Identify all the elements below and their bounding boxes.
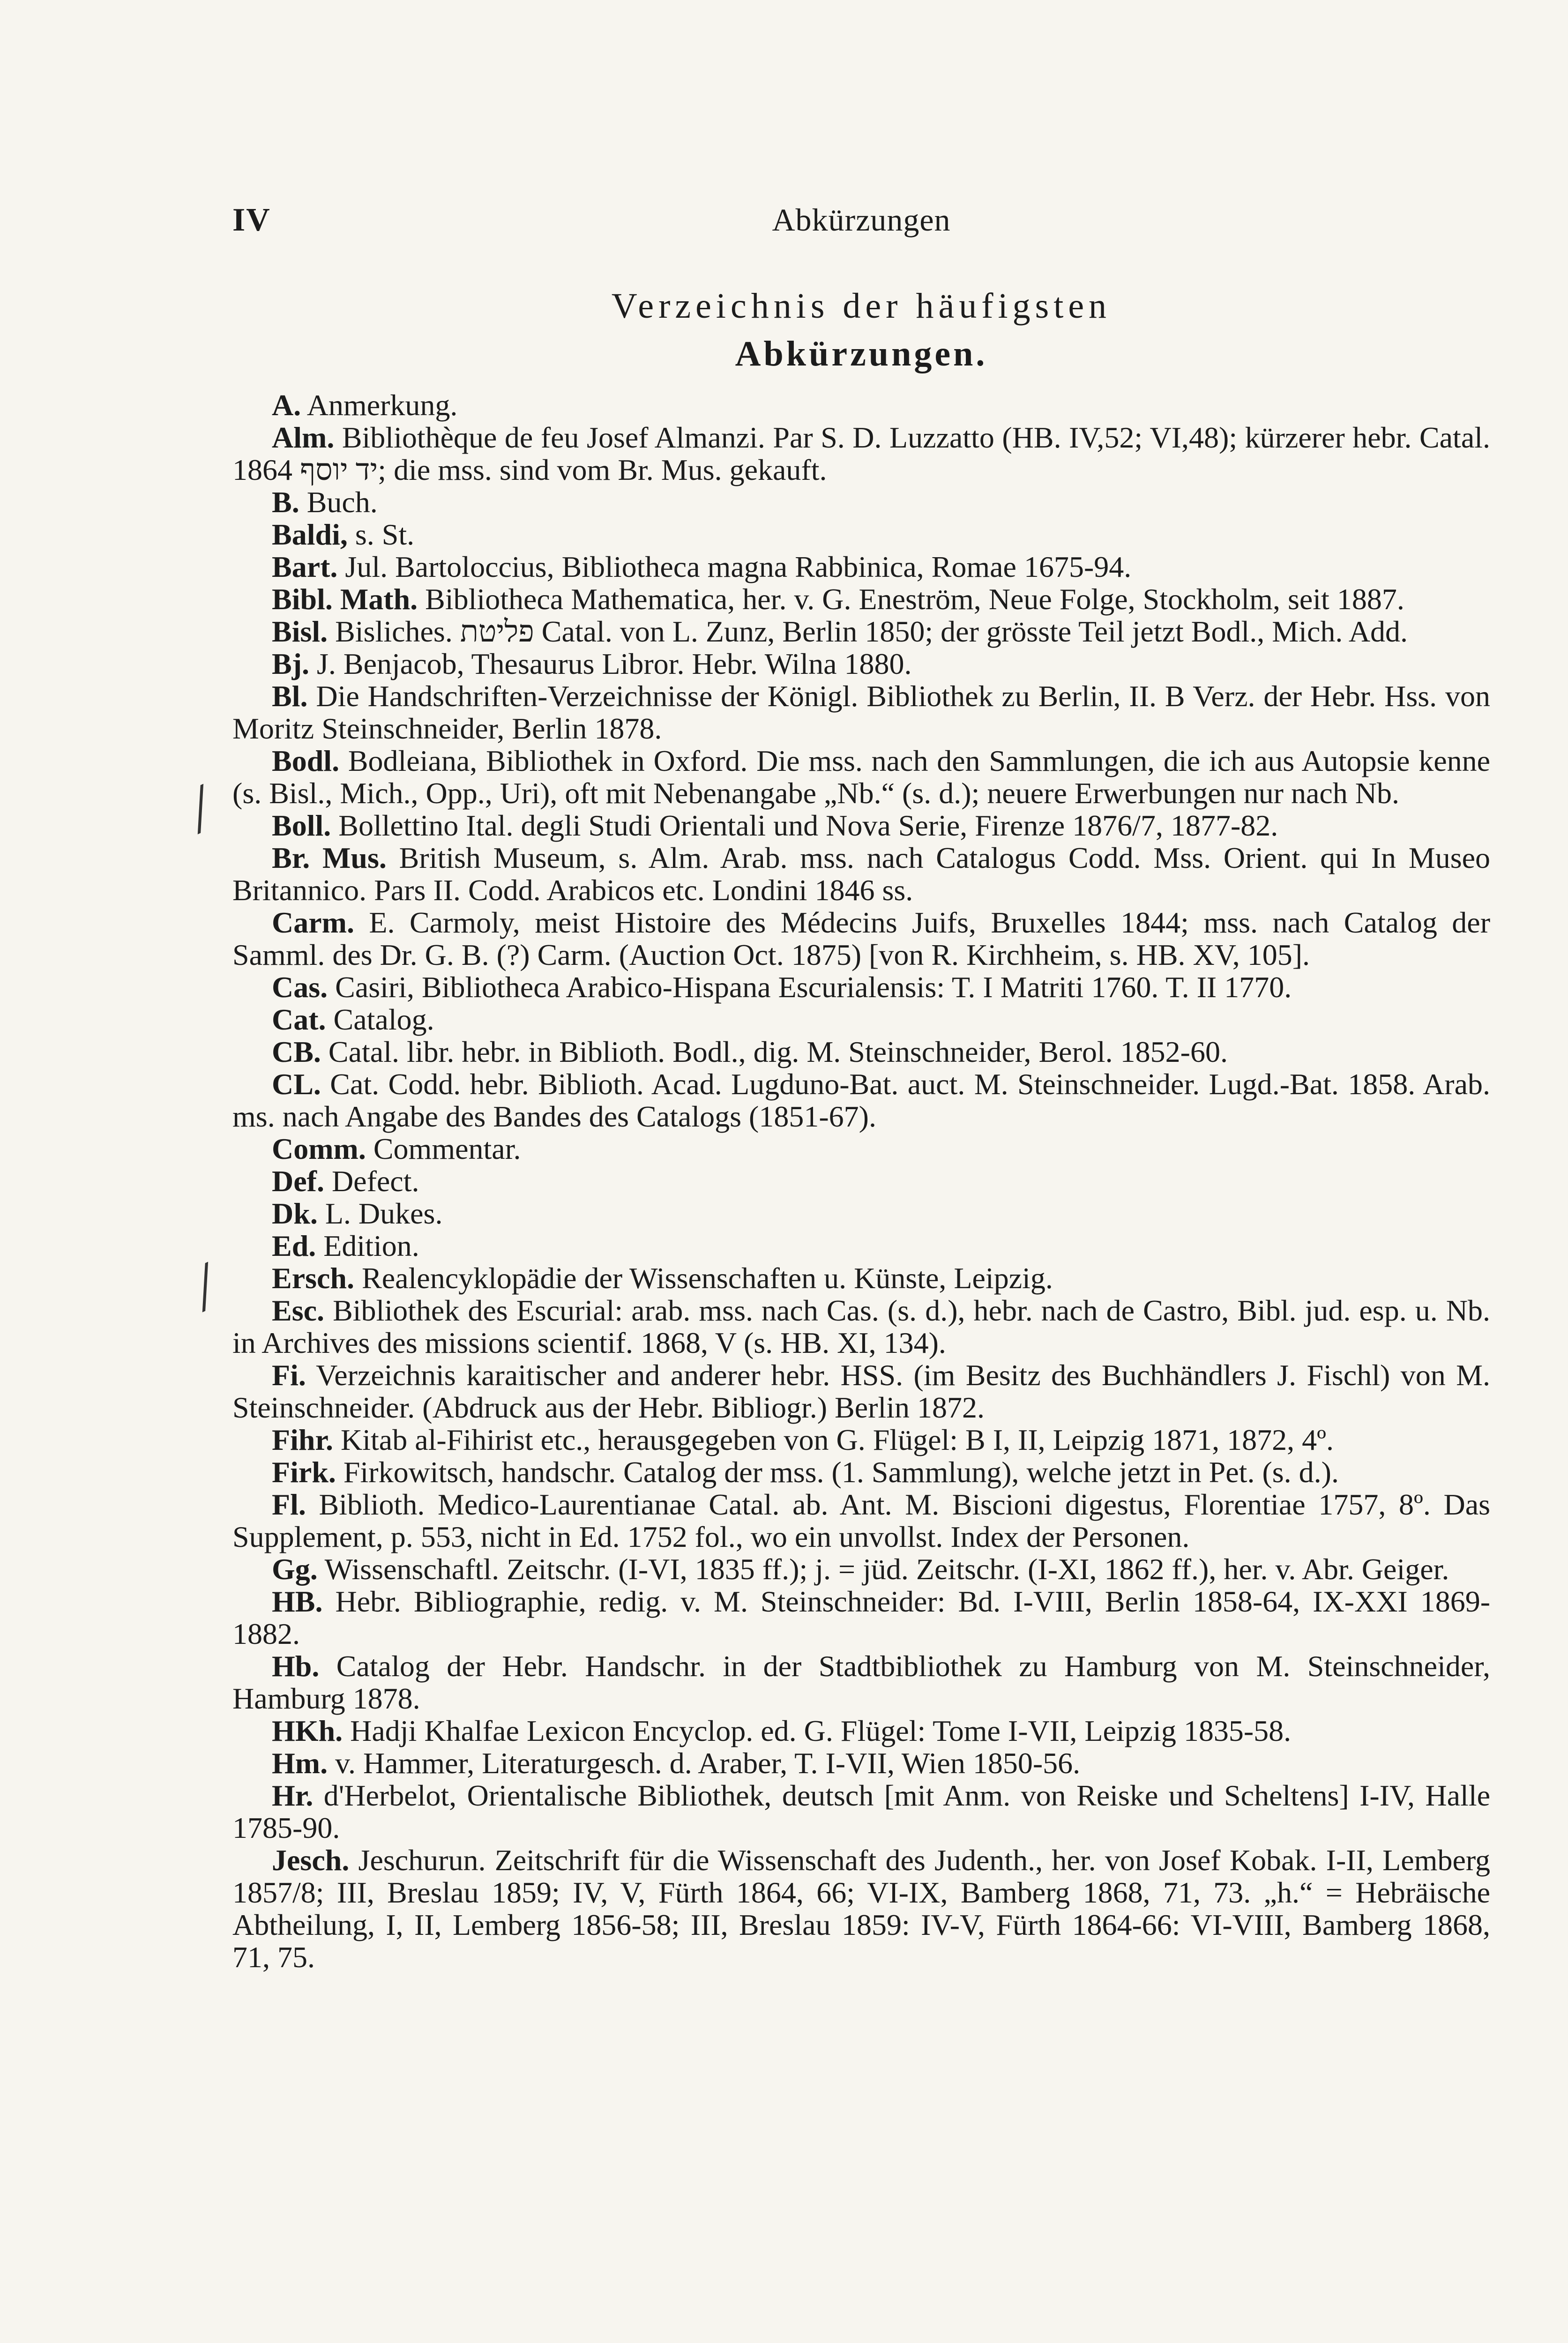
entry-abbr: Cas. (272, 970, 328, 1004)
entry-abbr: HB. (272, 1585, 323, 1618)
entry-text: s. St. (355, 518, 415, 551)
list-item (232, 1165, 1490, 1197)
entry-abbr: CL. (272, 1067, 321, 1101)
entry-abbr: Hb. (272, 1649, 320, 1683)
list-item (232, 486, 1490, 518)
entry-abbr: Bl. (272, 679, 308, 713)
list-item (232, 906, 1490, 971)
entry-abbr: HKh. (272, 1714, 343, 1747)
entry-abbr: Gg. (272, 1552, 318, 1586)
entry-abbr: Fihr. (272, 1423, 333, 1456)
list-item (232, 809, 1490, 842)
entry-abbr: Alm. (272, 421, 335, 454)
entry-abbr: Ed. (272, 1229, 316, 1262)
entry-text: Defect. (331, 1164, 419, 1198)
entry-abbr: Fl. (272, 1488, 306, 1521)
entry-abbr: Ersch. (272, 1261, 354, 1295)
list-item (232, 1262, 1490, 1294)
entry-abbr: Def. (272, 1164, 324, 1198)
list-item (232, 1068, 1490, 1133)
section-title-bold: Abkürzungen. (735, 334, 988, 373)
list-item (232, 421, 1490, 486)
entry-text: Hadji Khalfae Lexicon Encyclop. ed. G. Flügel: Tome I-VII, Leipzig 1835-58. (350, 1714, 1292, 1747)
entry-text: Cat. Codd. hebr. Biblioth. Acad. Lugduno-Bat. auct. M. Steinschneider. Lugd.-Bat. 1858. Arab. ms. nach Angabe des Bandes des Catalogs (1851-67). (232, 1067, 1490, 1133)
entry-text: Edition. (323, 1229, 419, 1262)
entry-abbr: Jesch. (272, 1843, 350, 1877)
entry-text: Casiri, Bibliotheca Arabico-Hispana Escurialensis: T. I Matriti 1760. T. II 1770. (335, 970, 1292, 1004)
list-item (232, 1133, 1490, 1165)
entry-abbr: Bisl. (272, 615, 328, 648)
list-item (232, 842, 1490, 906)
entry-text: Catalog. (333, 1003, 434, 1036)
entry-text: Commentar. (373, 1132, 521, 1165)
entry-abbr: Fi. (272, 1358, 306, 1392)
entry-text: Firkowitsch, handschr. Catalog der mss. (1. Sammlung), welche jetzt in Pet. (s. d.). (343, 1455, 1339, 1489)
entry-abbr: Br. Mus. (272, 841, 387, 874)
entry-abbr: Bart. (272, 550, 338, 583)
entry-abbr: Boll. (272, 809, 331, 842)
list-item (232, 518, 1490, 551)
list-item (232, 1488, 1490, 1553)
entry-text: Verzeichnis karaitischer and anderer hebr. HSS. (im Besitz des Buchhändlers J. Fischl) von M. Steinschneider. (Abdruck aus der Hebr. Bibliogr.) Berlin 1872. (232, 1358, 1491, 1424)
list-item (232, 1585, 1490, 1650)
list-item (232, 551, 1490, 583)
entry-text: Realencyklopädie der Wissenschaften u. Künste, Leipzig. (362, 1261, 1053, 1295)
entry-abbr: A. (272, 388, 301, 422)
list-item (232, 1844, 1490, 1973)
abbreviation-list (232, 389, 1490, 1973)
list-item (232, 583, 1490, 615)
entry-abbr: Firk. (272, 1455, 336, 1489)
list-item (232, 1553, 1490, 1585)
entry-text: Anmerkung. (306, 388, 458, 422)
entry-text: Bodleiana, Bibliothek in Oxford. Die mss. nach den Sammlungen, die ich aus Autopsie kenne (s. Bisl., Mich., Opp., Uri), oft mit Nebenangabe „Nb.“ (s. d.); neuere Erwerbungen nur nach Nb. (232, 744, 1491, 810)
entry-abbr: Baldi, (272, 518, 348, 551)
list-item (232, 615, 1490, 648)
list-item (232, 1359, 1490, 1424)
list-item (232, 745, 1490, 809)
list-item (232, 1230, 1490, 1262)
list-item (232, 1197, 1490, 1230)
entry-text: J. Benjacob, Thesaurus Libror. Hebr. Wilna 1880. (317, 647, 912, 680)
list-item (232, 648, 1490, 680)
entry-abbr: Hr. (272, 1779, 314, 1812)
entry-text: Hebr. Bibliographie, redig. v. M. Steinschneider: Bd. I-VIII, Berlin 1858-64, IX-XXI 1869-1882. (232, 1585, 1491, 1650)
entry-text: Jul. Bartoloccius, Bibliotheca magna Rabbinica, Romae 1675-94. (345, 550, 1132, 583)
page-header (232, 201, 1490, 253)
list-item (232, 1424, 1490, 1456)
page-number: IV (232, 202, 271, 238)
list-item (232, 1650, 1490, 1715)
list-item (232, 1036, 1490, 1068)
entry-text: d'Herbelot, Orientalische Bibliothek, deutsch [mit Anm. von Reiske und Scheltens] I-IV, Halle 1785-90. (232, 1779, 1491, 1844)
list-item (232, 1003, 1490, 1036)
entry-abbr: Bibl. Math. (272, 582, 418, 616)
entry-abbr: CB. (272, 1035, 321, 1068)
entry-abbr: Comm. (272, 1132, 366, 1165)
entry-text: Buch. (306, 485, 378, 519)
entry-text: L. Dukes. (325, 1197, 443, 1230)
entry-abbr: Bj. (272, 647, 309, 680)
list-item (232, 1456, 1490, 1488)
entry-text: Kitab al-Fihirist etc., herausgegeben von G. Flügel: B I, II, Leipzig 1871, 1872, 4º. (341, 1423, 1334, 1456)
entry-abbr: Hm. (272, 1746, 328, 1780)
list-item (232, 1294, 1490, 1359)
list-item (232, 971, 1490, 1003)
pencil-mark-2: ╱ (187, 1264, 224, 1311)
entry-text: Bibliothèque de feu Josef Almanzi. Par S. D. Luzzatto (HB. IV,52; VI,48); kürzerer hebr. Catal. יד יוסף 1864; die mss. sind vom Br. Mus. gekauft. (232, 421, 1491, 486)
section-title: Verzeichnis der häufigsten (611, 286, 1112, 326)
entry-text: Die Handschriften-Verzeichnisse der Königl. Bibliothek zu Berlin, II. B Verz. der Hebr. Hss. von Moritz Steinschneider, Berlin 1878. (232, 679, 1491, 745)
entry-text: Wissenschaftl. Zeitschr. (I-VI, 1835 ff.); j. = jüd. Zeitschr. (I-XI, 1862 ff.), her. v. Abr. Geiger. (324, 1552, 1449, 1586)
entry-text: v. Hammer, Literaturgesch. d. Araber, T. I-VII, Wien 1850-56. (335, 1746, 1081, 1780)
entry-text: Jeschurun. Zeitschrift für die Wissenschaft des Judenth., her. von Josef Kobak. I-II, Lemberg 1857/8; III, Breslau 1859; IV, V, Fürth 1864, 66; VI-IX, Bamberg 1868, 71, 73. „h.“ = Hebräische Abtheilung, I, II, Lemberg 1856-58; III, Breslau 1859: IV-V, Fürth 1864-66: VI-VIII, Bamberg 1868, 71, 75. (232, 1843, 1491, 1974)
entry-abbr: Carm. (272, 906, 354, 939)
entry-text: Bollettino Ital. degli Studi Orientali und Nova Serie, Firenze 1876/7, 1877-82. (338, 809, 1278, 842)
entry-text: Catalog der Hebr. Handschr. in der Stadtbibliothek zu Hamburg von M. Steinschneider, Hamburg 1878. (232, 1649, 1491, 1715)
list-item (232, 680, 1490, 745)
entry-text: Biblioth. Medico-Laurentianae Catal. ab. Ant. M. Biscioni digestus, Florentiae 1757, 8º. Das Supplement, p. 553, nicht in Ed. 1752 fol., wo ein unvollst. Index der Personen. (232, 1488, 1490, 1553)
entry-text: Bibliotheca Mathematica, her. v. G. Eneström, Neue Folge, Stockholm, seit 1887. (425, 582, 1404, 616)
running-head: Abkürzungen (772, 202, 951, 238)
entry-abbr: B. (272, 485, 299, 519)
list-item (232, 1747, 1490, 1779)
entry-text: British Museum, s. Alm. Arab. mss. nach Catalogus Codd. Mss. Orient. qui In Museo Britannico. Pars II. Codd. Arabicos etc. Londini 1846 ss. (232, 841, 1491, 907)
list-item (232, 1715, 1490, 1747)
list-item (232, 389, 1490, 421)
entry-abbr: Dk. (272, 1197, 318, 1230)
list-item (232, 1779, 1490, 1844)
pencil-mark-1: ╱ (182, 786, 220, 833)
entry-abbr: Cat. (272, 1003, 326, 1036)
entry-text: Catal. libr. hebr. in Biblioth. Bodl., dig. M. Steinschneider, Berol. 1852-60. (328, 1035, 1228, 1068)
entry-abbr: Esc. (272, 1294, 324, 1327)
entry-text: Bisliches. פליטת Catal. von L. Zunz, Berlin 1850; der grösste Teil jetzt Bodl., Mich. Add. (335, 615, 1408, 648)
entry-text: Bibliothek des Escurial: arab. mss. nach Cas. (s. d.), hebr. nach de Castro, Bibl. jud. esp. u. Nb. in Archives des missions scientif. 1868, V (s. HB. XI, 134). (232, 1294, 1491, 1359)
entry-abbr: Bodl. (272, 744, 340, 777)
entry-text: E. Carmoly, meist Histoire des Médecins Juifs, Bruxelles 1844; mss. nach Catalog der Samml. des Dr. G. B. (?) Carm. (Auction Oct. 1875) [von R. Kirchheim, s. HB. XV, 105]. (232, 906, 1491, 971)
